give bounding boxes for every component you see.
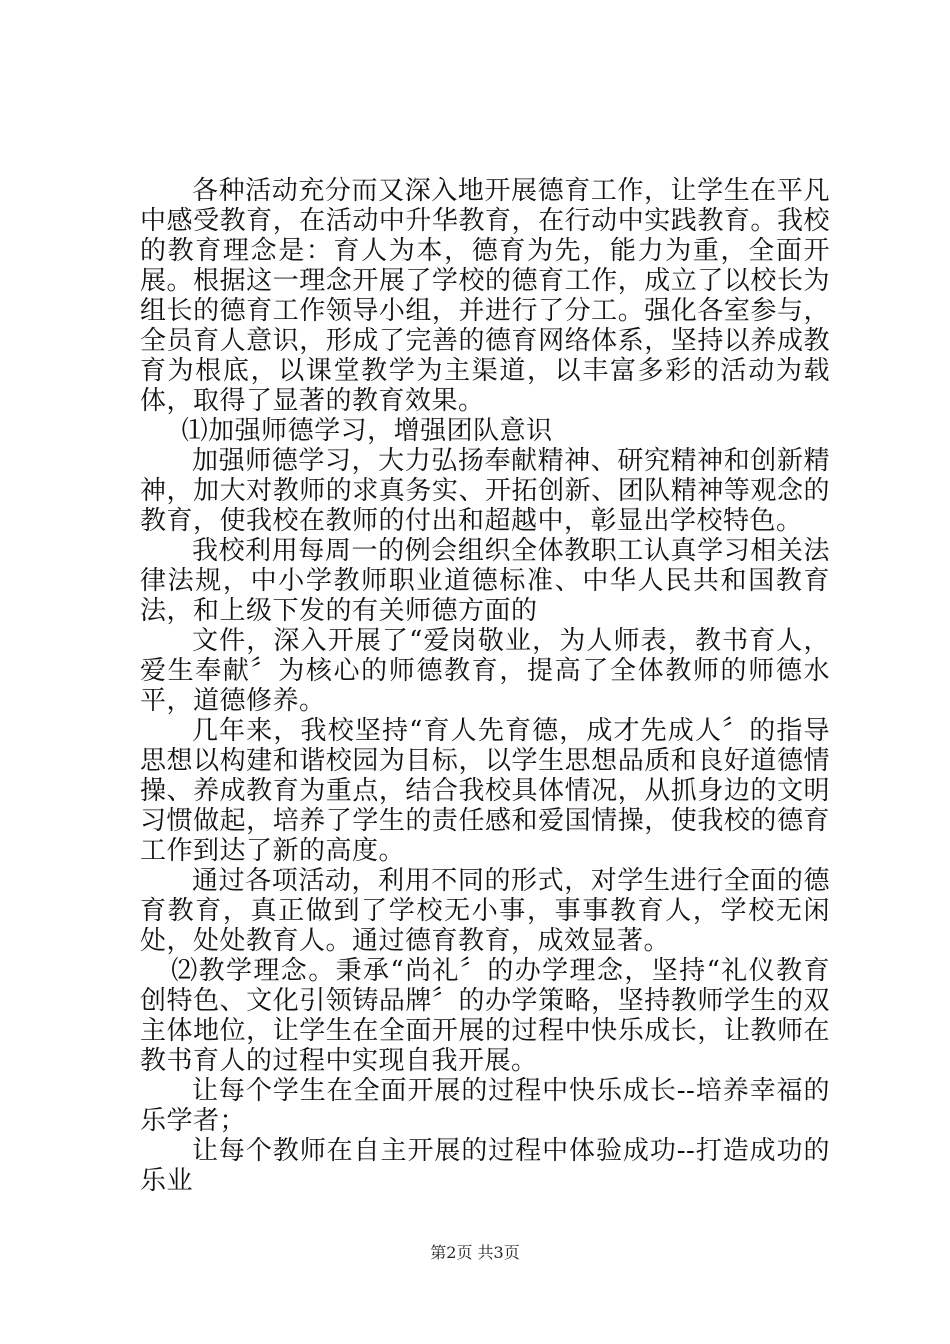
paragraph: 通过各项活动，利用不同的形式，对学生进行全面的德育教育，真正做到了学校无小事，事事教育人，学校无闲处，处处教育人。通过德育教育，成效显著。 <box>140 866 830 956</box>
page-number-footer: 第2页 共3页 <box>430 1243 520 1262</box>
paragraph: 让每个学生在全面开展的过程中快乐成长--培养幸福的乐学者； <box>140 1076 830 1136</box>
paragraph: 让每个教师在自主开展的过程中体验成功--打造成功的乐业 <box>140 1136 830 1196</box>
paragraph: 几年来，我校坚持“育人先育德，成才先成人〞的指导思想以构建和谐校园为目标，以学生思想品质和良好道德情操、养成教育为重点，结合我校具体情况，从抓身边的文明习惯做起，培养了学生的责任感和爱国情操，使我校的德育工作到达了新的高度。 <box>140 716 830 866</box>
paragraph: 文件，深入开展了“爱岗敬业，为人师表，教书育人，爱生奉献〞为核心的师德教育，提高了全体教师的师德水平，道德修养。 <box>140 626 830 716</box>
paragraph: 加强师德学习，大力弘扬奉献精神、研究精神和创新精神，加大对教师的求真务实、开拓创新、团队精神等观念的教育，使我校在教师的付出和超越中，彰显出学校特色。 <box>140 446 830 536</box>
section-heading: ⑴加强师德学习，增强团队意识 <box>181 416 553 446</box>
section-heading-paragraph: ⑵教学理念。秉承“尚礼〞的办学理念，坚持“礼仪教育创特色、文化引领铸品牌〞的办学策略，坚持教师学生的双主体地位，让学生在全面开展的过程中快乐成长，让教师在教书育人的过程中实现自我开展。 <box>140 956 830 1076</box>
paragraph: 各种活动充分而又深入地开展德育工作，让学生在平凡中感受教育，在活动中升华教育，在行动中实践教育。我校的教育理念是：育人为本，德育为先，能力为重，全面开展。根据这一理念开展了学校的德育工作，成立了以校长为组长的德育工作领导小组，并进行了分工。强化各室参与，全员育人意识，形成了完善的德育网络体系，坚持以养成教育为根底，以课堂教学为主渠道，以丰富多彩的活动为载体，取得了显著的教育效果。 <box>140 176 830 416</box>
document-body <box>140 176 830 1196</box>
paragraph: 我校利用每周一的例会组织全体教职工认真学习相关法律法规，中小学教师职业道德标准、中华人民共和国教育法，和上级下发的有关师德方面的 <box>140 536 830 626</box>
